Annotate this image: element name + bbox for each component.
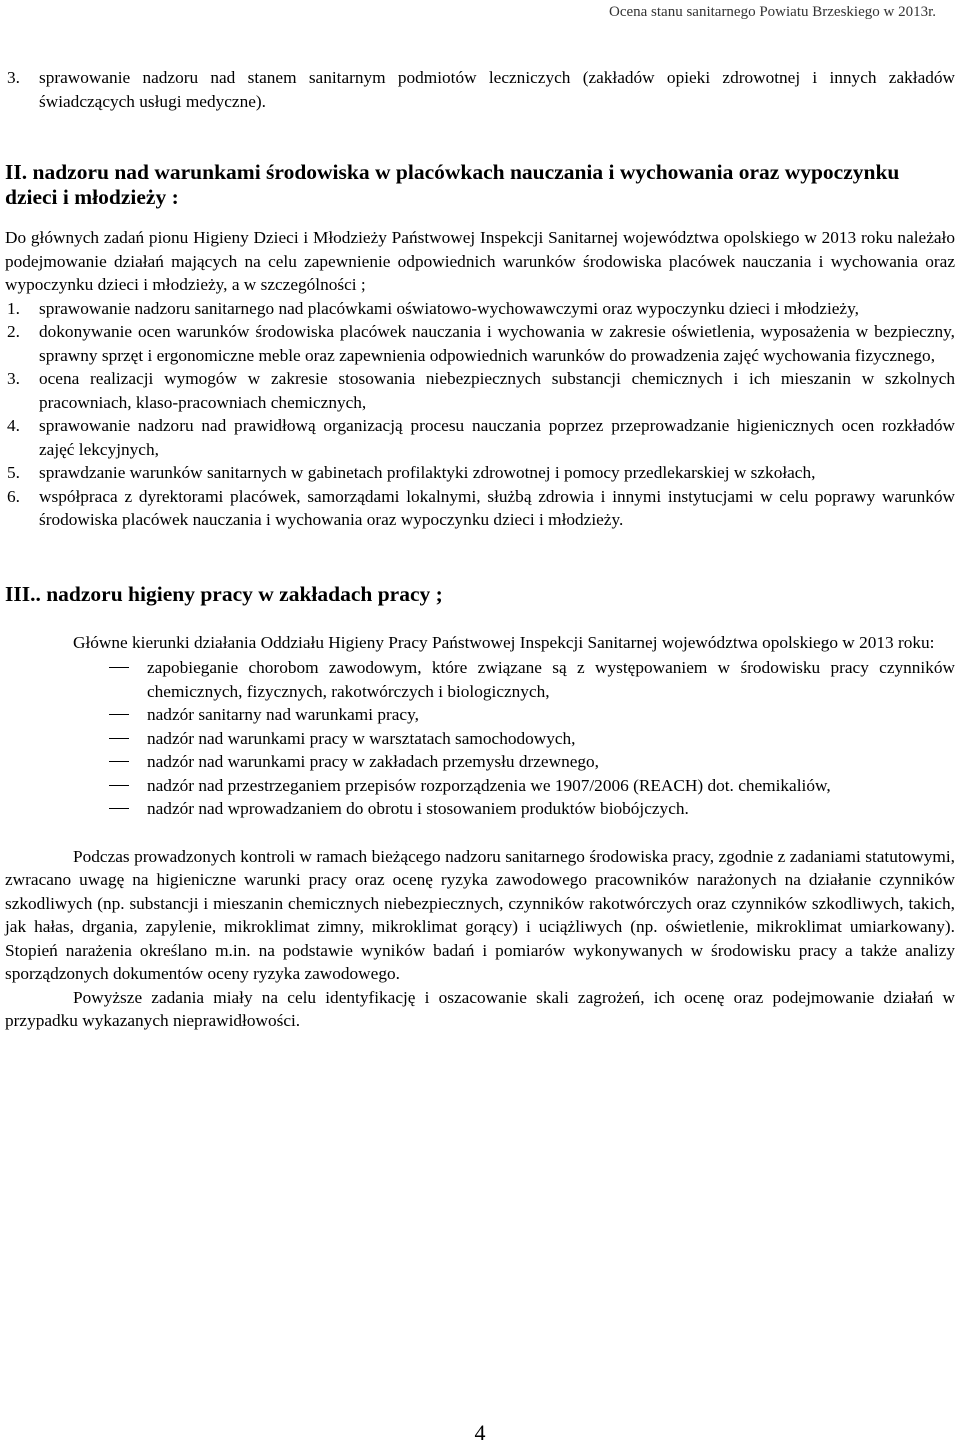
list-number: 3. xyxy=(7,68,20,87)
section-2-heading: II. nadzoru nad warunkami środowiska w placówkach nauczania i wychowania oraz wypoczynku dzieci i młodzieży : xyxy=(5,160,900,209)
list-item xyxy=(0,485,955,532)
list-text: nadzór nad warunkami pracy w zakładach przemysłu drzewnego, xyxy=(147,752,599,771)
running-header: Ocena stanu sanitarnego Powiatu Brzeskiego w 2013r. xyxy=(608,4,936,20)
list-item xyxy=(5,703,955,727)
list-text: nadzór nad warunkami pracy w warsztatach samochodowych, xyxy=(147,728,576,748)
list-item-top xyxy=(0,66,955,113)
list-text: sprawdzanie warunków sanitarnych w gabinetach profilaktyki zdrowotnej i pomocy przedlekarskiej w szkołach, xyxy=(39,463,816,482)
list-item xyxy=(0,367,955,414)
list-text: nadzór nad wprowadzaniem do obrotu i stosowaniem produktów biobójczych. xyxy=(147,799,689,818)
list-text: sprawowanie nadzoru nad prawidłową organizacją procesu nauczania poprzez przeprowadzanie higienicznych ocen rozkładów zajęć lekcyjnych, xyxy=(39,416,955,459)
section-2-list xyxy=(5,297,955,532)
list-text: ocena realizacji wymogów w zakresie stosowania niebezpiecznych substancji chemicznych i ich mieszanin w szkolnych pracowniach, klaso-pracowniach chemicznych, xyxy=(39,369,955,412)
list-item xyxy=(5,797,955,821)
list-text: nadzór nad przestrzeganiem przepisów rozporządzenia we 1907/2006 (REACH) dot. chemikaliów, xyxy=(147,775,831,795)
list-item xyxy=(5,656,955,703)
list-item xyxy=(0,320,955,367)
list-number: 6. xyxy=(7,486,20,506)
page-content xyxy=(5,66,955,1033)
list-number: 2. xyxy=(7,322,20,341)
list-text: nadzór sanitarny nad warunkami pracy, xyxy=(147,705,419,724)
list-item xyxy=(5,727,955,751)
list-text: zapobieganie chorobom zawodowym, które związane są z występowaniem w środowisku pracy czynników chemicznych, fizycznych, rakotwórczych i biologicznych, xyxy=(147,658,955,701)
list-number: 1. xyxy=(7,298,20,318)
page-number: 4 xyxy=(474,1420,486,1445)
list-number: 4. xyxy=(7,416,20,435)
list-number: 5. xyxy=(7,463,20,482)
list-number: 3. xyxy=(7,369,20,388)
list-text: sprawowanie nadzoru nad stanem sanitarnym podmiotów leczniczych (zakładów opieki zdrowotnej i innych zakładów świadczących usługi medyczne). xyxy=(39,68,955,111)
section-3-heading: III.. nadzoru higieny pracy w zakładach pracy ; xyxy=(5,581,443,606)
section-3-paragraph-2: Powyższe zadania miały na celu identyfikację i oszacowanie skali zagrożeń, ich ocenę oraz podejmowanie działań w przypadku wykazanych nieprawidłowości. xyxy=(5,987,955,1030)
list-text: dokonywanie ocen warunków środowiska placówek nauczania i wychowania w zakresie oświetlenia, wyposażenia w bezpieczny, sprawny sprzęt i ergonomiczne meble oraz zapewnienia odpowiednich warunków do prowadzenia zajęć wychowania fizycznego, xyxy=(39,322,955,365)
list-item xyxy=(5,774,955,798)
list-text: współpraca z dyrektorami placówek, samorządami lokalnymi, służbą zdrowia i innymi instytucjami w celu poprawy warunków środowiska placówek nauczania i wychowania oraz wypoczynku dzieci i młodzieży. xyxy=(39,486,955,529)
list-item xyxy=(5,750,955,774)
section-3-list xyxy=(5,656,955,821)
list-item xyxy=(0,461,955,485)
section-2-intro: Do głównych zadań pionu Higieny Dzieci i Młodzieży Państwowej Inspekcji Sanitarnej województwa opolskiego w 2013 roku należało podejmowanie działań mających na celu zapewnienie odpowiednich warunków środowiska placówek nauczania i wychowania oraz wypoczynku dzieci i młodzieży, a w szczególności ; xyxy=(5,228,955,294)
list-item xyxy=(0,297,955,321)
list-item xyxy=(0,414,955,461)
section-3-intro: Główne kierunki działania Oddziału Higieny Pracy Państwowej Inspekcji Sanitarnej województwa opolskiego w 2013 roku: xyxy=(73,632,935,652)
section-3-paragraph-1: Podczas prowadzonych kontroli w ramach bieżącego nadzoru sanitarnego środowiska pracy, zgodnie z zadaniami statutowymi, zwracano uwagę na higieniczne warunki pracy oraz ocenę ryzyka zawodowego pracowników narażonych na działanie czynników szkodliwych (np. substancji i mieszanin chemicznych niebezpiecznych, czynników rakotwórczych oraz czynników szkodliwych, takich, jak hałas, drgania, zapylenie, mikroklimat zimny, mikroklimat gorący) i uciążliwych (np. oświetlenie, mikroklimat umiarkowany). Stopień narażenia określano m.in. na podstawie wyników badań i pomiarów wykonywanych w środowisku pracy a także analizy sporządzonych dokumentów oceny ryzyka zawodowego. xyxy=(5,846,955,983)
list-text: sprawowanie nadzoru sanitarnego nad placówkami oświatowo-wychowawczymi oraz wypoczynku dzieci i młodzieży, xyxy=(39,298,859,318)
